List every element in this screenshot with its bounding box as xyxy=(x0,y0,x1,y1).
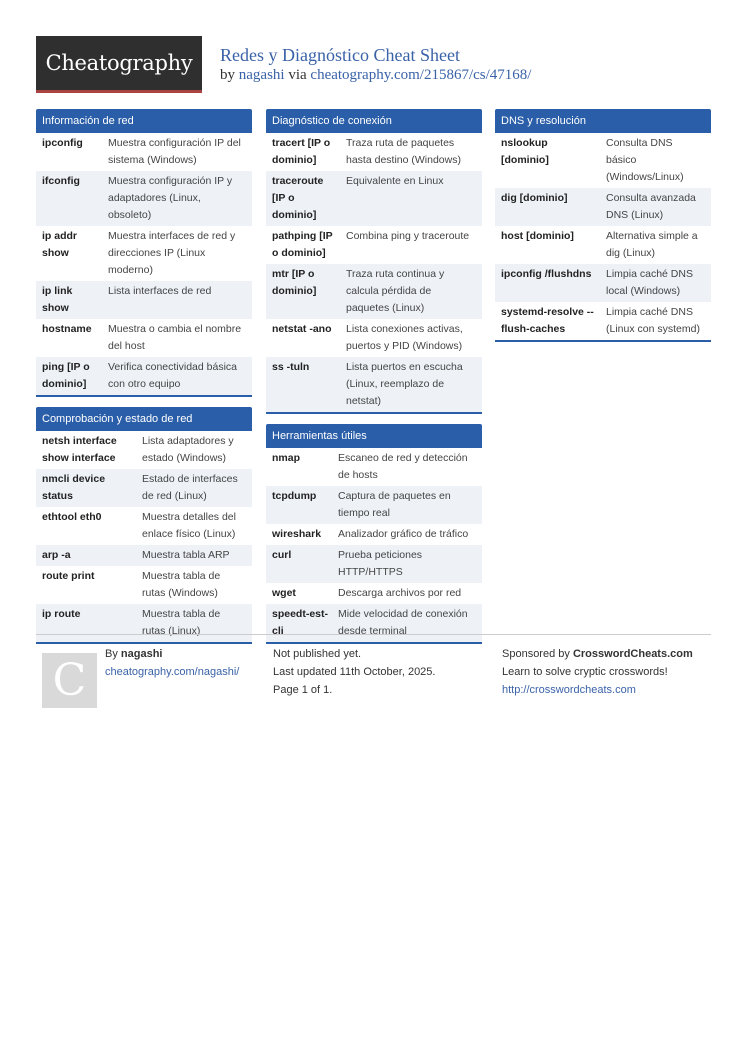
command-name: ifconfig xyxy=(36,171,106,226)
command-name: nslookup [dominio] xyxy=(501,137,549,166)
table-row xyxy=(266,226,482,264)
command-description: Equivalente en Linux xyxy=(344,171,482,226)
table-row xyxy=(36,507,252,545)
avatar[interactable] xyxy=(42,653,97,708)
command-description: Estado de interfaces de red (Linux) xyxy=(140,469,252,507)
command-name: hostname xyxy=(42,323,92,335)
section-header: Comprobación y estado de red xyxy=(36,407,252,431)
table-row xyxy=(36,566,252,604)
command-name: tcpdump xyxy=(266,486,336,524)
command-description: Analizador gráfico de tráfico xyxy=(338,528,469,540)
table-row xyxy=(495,188,711,226)
sponsor-tagline: Learn to solve cryptic crosswords! xyxy=(502,666,668,678)
footer-meta xyxy=(273,645,493,699)
command-description: Combina ping y traceroute xyxy=(346,230,470,242)
command-description: Lista adaptadores y estado (Windows) xyxy=(142,435,234,464)
command-description: Muestra tabla de rutas (Linux) xyxy=(140,604,252,642)
table-row xyxy=(36,431,252,469)
command-table xyxy=(266,448,482,642)
table-row xyxy=(36,319,252,357)
command-description: Consulta DNS básico (Windows/Linux) xyxy=(606,137,684,183)
command-table xyxy=(36,133,252,395)
command-description: Verifica conectividad básica con otro equipo xyxy=(106,357,252,395)
table-row xyxy=(36,604,252,642)
command-description: Muestra configuración IP y adaptadores (Linux, obsoleto) xyxy=(106,171,252,226)
published-status: Not published yet. xyxy=(273,648,362,660)
command-description: Muestra interfaces de red y direcciones IP (Linux moderno) xyxy=(108,230,236,276)
section-header: Diagnóstico de conexión xyxy=(266,109,482,133)
command-description: Captura de paquetes en tiempo real xyxy=(336,486,482,524)
by-label: by xyxy=(220,67,235,83)
table-row xyxy=(495,133,711,188)
command-description: Limpia caché DNS (Linux con systemd) xyxy=(606,306,700,335)
command-name: nmap xyxy=(272,452,301,464)
cheatography-logo[interactable] xyxy=(36,36,202,93)
avatar-letter: C xyxy=(52,654,87,706)
author-link[interactable]: nagashi xyxy=(238,67,285,83)
command-table xyxy=(266,133,482,412)
footer-by-label: By xyxy=(105,648,118,660)
table-row xyxy=(36,357,252,395)
section-informacion-de-red xyxy=(36,109,252,397)
table-row xyxy=(266,486,482,524)
column-3 xyxy=(495,109,711,352)
command-description: Muestra configuración IP del sistema (Windows) xyxy=(108,137,241,166)
command-description: Lista conexiones activas, puertos y PID (Windows) xyxy=(346,323,463,352)
sheet-url-link[interactable]: cheatography.com/215867/cs/47168/ xyxy=(310,67,532,83)
command-name: tracert [IP o dominio] xyxy=(272,137,331,166)
command-name: host [dominio] xyxy=(501,230,574,242)
command-description: Lista puertos en escucha (Linux, reemplazo de netstat) xyxy=(344,357,482,412)
table-row xyxy=(266,545,482,583)
command-name: pathping [IP o dominio] xyxy=(272,230,333,259)
sponsor-link[interactable]: http://crosswordcheats.com xyxy=(502,684,636,696)
command-name: wireshark xyxy=(272,528,322,540)
command-name: route print xyxy=(42,570,95,582)
section-comprobacion-estado xyxy=(36,407,252,644)
command-description: Descarga archivos por red xyxy=(338,587,462,599)
table-row xyxy=(495,264,711,302)
command-name: wget xyxy=(272,587,296,599)
command-name: curl xyxy=(266,545,336,583)
section-dns-resolucion xyxy=(495,109,711,342)
footer-author-link[interactable]: cheatography.com/nagashi/ xyxy=(105,666,240,678)
command-name: arp -a xyxy=(36,545,140,566)
command-description: Muestra tabla de rutas (Windows) xyxy=(142,570,221,599)
command-name: systemd-resolve --flush-caches xyxy=(501,306,594,335)
command-name: nmcli device status xyxy=(36,469,140,507)
section-header: Información de red xyxy=(36,109,252,133)
command-name: ethtool eth0 xyxy=(42,511,102,523)
table-row xyxy=(266,319,482,357)
table-row xyxy=(266,264,482,319)
command-description: Prueba peticiones HTTP/HTTPS xyxy=(336,545,482,583)
footer-user-info xyxy=(105,645,239,681)
command-description: Escaneo de red y detección de hosts xyxy=(338,452,468,481)
command-name: dig [dominio] xyxy=(495,188,604,226)
last-updated: Last updated 11th October, 2025. xyxy=(273,666,436,678)
command-name: traceroute [IP o dominio] xyxy=(266,171,344,226)
table-row xyxy=(266,583,482,604)
command-name: netstat -ano xyxy=(272,323,332,335)
table-row xyxy=(266,448,482,486)
command-description: Muestra detalles del enlace físico (Linux) xyxy=(142,511,236,540)
column-1 xyxy=(36,109,252,654)
command-description: Traza ruta de paquetes hasta destino (Windows) xyxy=(346,137,461,166)
table-row xyxy=(266,604,482,642)
column-2 xyxy=(266,109,482,654)
footer-author-name[interactable]: nagashi xyxy=(120,648,163,660)
command-name: ipconfig xyxy=(42,137,83,149)
command-name: ip link show xyxy=(36,281,106,319)
page-count: Page 1 of 1. xyxy=(273,684,333,696)
table-row xyxy=(495,226,711,264)
table-row xyxy=(266,171,482,226)
table-row xyxy=(266,524,482,545)
command-name: netsh interface show interface xyxy=(42,435,117,464)
command-description: Lista interfaces de red xyxy=(106,281,252,319)
command-name: ip addr show xyxy=(42,230,78,259)
section-header: Herramientas útiles xyxy=(266,424,482,448)
command-name: ping [IP o dominio] xyxy=(36,357,106,395)
command-description: Muestra tabla ARP xyxy=(140,545,252,566)
command-description: Limpia caché DNS local (Windows) xyxy=(604,264,711,302)
table-row xyxy=(266,357,482,412)
table-row xyxy=(36,545,252,566)
command-name: ipconfig /flushdns xyxy=(495,264,604,302)
sponsor-name[interactable]: CrosswordCheats.com xyxy=(572,648,693,660)
title-area xyxy=(220,45,531,84)
command-description: Traza ruta continua y calcula pérdida de paquetes (Linux) xyxy=(344,264,482,319)
command-name: speedt-est-cli xyxy=(266,604,336,642)
command-name: ip route xyxy=(36,604,140,642)
via-label: via xyxy=(288,67,307,83)
table-row xyxy=(36,281,252,319)
sponsor-label: Sponsored by xyxy=(502,648,570,660)
command-table xyxy=(495,133,711,340)
table-row xyxy=(495,302,711,340)
footer-sponsor xyxy=(502,645,711,699)
section-header: DNS y resolución xyxy=(495,109,711,133)
command-description: Consulta avanzada DNS (Linux) xyxy=(604,188,711,226)
table-row xyxy=(36,171,252,226)
command-description: Mide velocidad de conexión desde terminal xyxy=(336,604,482,642)
section-diagnostico-conexion xyxy=(266,109,482,414)
table-row xyxy=(36,133,252,171)
command-name: mtr [IP o dominio] xyxy=(266,264,344,319)
command-table xyxy=(36,431,252,642)
page-title: Redes y Diagnóstico Cheat Sheet xyxy=(220,45,460,65)
command-description: Alternativa simple a dig (Linux) xyxy=(606,230,698,259)
table-row xyxy=(36,469,252,507)
footer xyxy=(36,634,711,706)
table-row xyxy=(266,133,482,171)
command-name: ss -tuln xyxy=(266,357,344,412)
command-description: Muestra o cambia el nombre del host xyxy=(108,323,242,352)
subtitle xyxy=(220,67,531,84)
section-herramientas-utiles xyxy=(266,424,482,644)
table-row xyxy=(36,226,252,281)
logo-text: Cheatography xyxy=(45,51,193,75)
